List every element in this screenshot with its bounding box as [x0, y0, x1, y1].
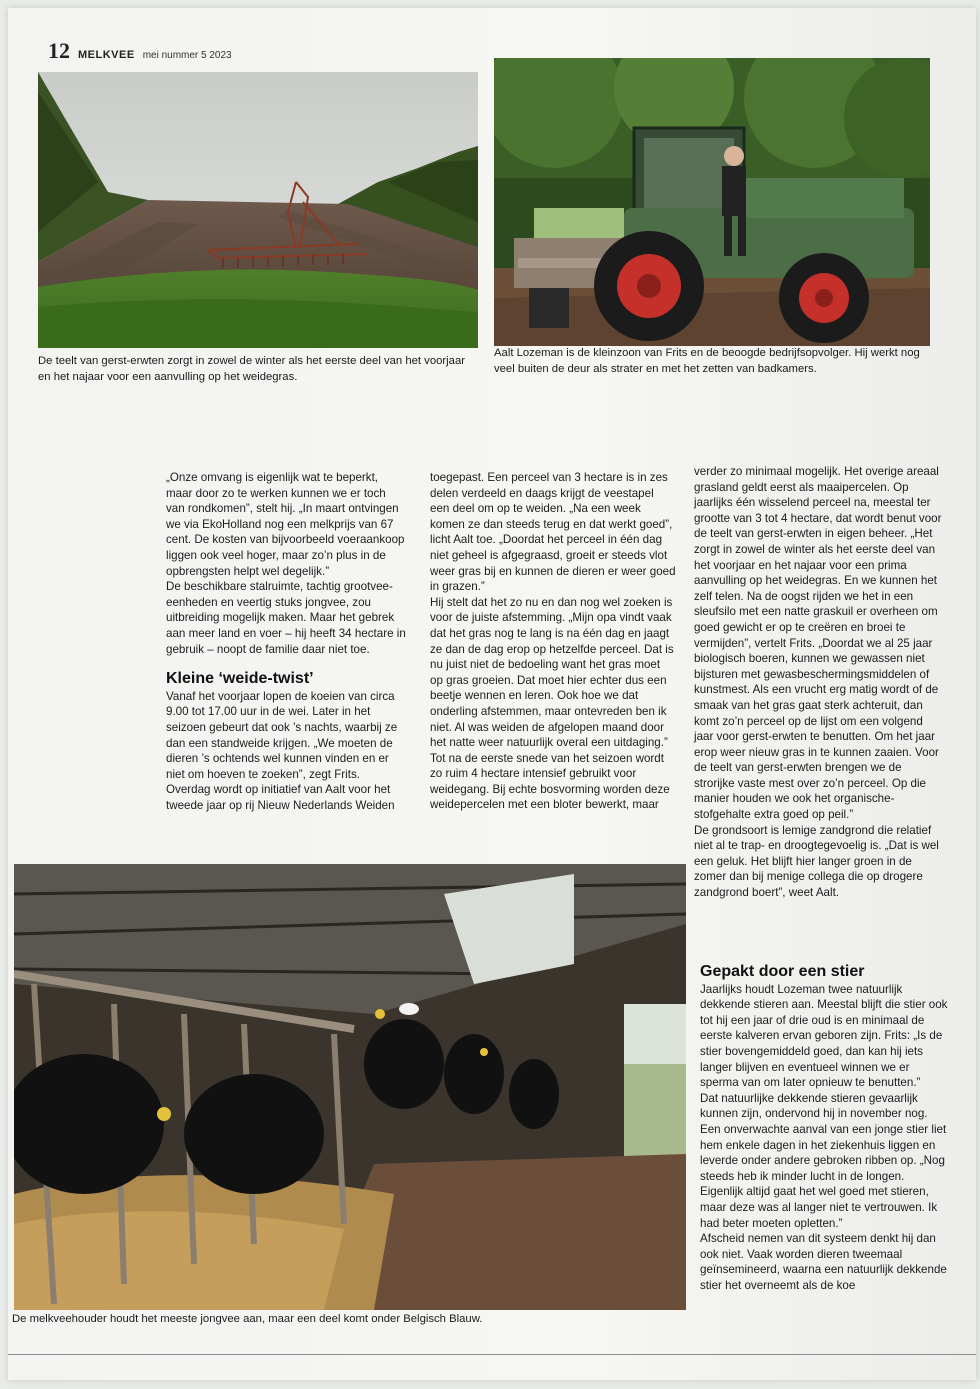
paragraph: Vanaf het voorjaar lopen de koeien van circa 9.00 tot 17.00 uur in de wei. Later in het seizoen gebeurt dat ook ’s nachts, waarbij ze dan een standweide krijgen. „We moeten de dieren ’s ochtends wel kunnen vinden en er niet om hoeven te zoeken”, zegt Frits. Overdag wordt op initiatief van Aalt voor het tweede jaar op rij Nieuw Nederlands Weiden	[166, 689, 398, 812]
section-heading-gepakt-door-een-stier: Gepakt door een stier	[700, 963, 865, 980]
paragraph: Dat natuurlijke dekkende stieren gevaarlijk kunnen zijn, ondervond hij in november nog. Een onverwachte aanval van een jonge stier liet hem enkele dagen in het ziekenhuis liggen en leverde onder andere gebroken ribben op. „Nog steeds heb ik minder lucht in de longen. Eigenlijk altijd gaat het wel goed met stieren, maar deze was al langer niet te vertrouwen. Ik had beter moeten opletten.”	[700, 1091, 947, 1230]
tractor-photo	[494, 58, 930, 346]
magazine-name: MELKVEE	[78, 49, 135, 61]
paragraph: Jaarlijks houdt Lozeman twee natuurlijk dekkende stieren aan. Meestal blijft die stier ook tot hij een jaar of drie oud is en minimaal de eerste kalveren ervan geboren zijn. Frits: „Is de stier bovengemiddeld goed, dan kan hij iets langer blijven en eventueel winnen we er sperma van om later opnieuw te benutten.”	[700, 982, 948, 1090]
field-photo	[38, 72, 478, 348]
article-column-1	[166, 470, 406, 813]
article-column-2	[430, 470, 676, 813]
article-column-4	[700, 964, 950, 1293]
paragraph: verder zo minimaal mogelijk. Het overige areaal grasland geldt eerst als maaipercelen. Op jaarlijks één wisselend perceel na, meestal ter grootte van 3 tot 4 hectare, dat wordt benut voor de teelt van gerst-erwten in eigen beheer. „Het zorgt in zowel de winter als het eerste deel van het voorjaar en het najaar voor een prima aanvulling op het weidegras. En we kunnen het zelf telen. Na de oogst rijden we het in een sleufsilo met een natte graskuil er overheen om goed gewicht er op te creëren en broei te vermijden”, vertelt Frits. „Doordat we al 25 jaar biologisch boeren, kunnen we gewassen niet bijsturen met gewasbeschermingsmiddelen of kunstmest. Als een vrucht erg matig wordt of de smaak van het gras gaat sterk achteruit, dan komt zo’n perceel op de lijst om een volgend jaar voor gerst-erwten te benutten. Om het jaar erop weer nieuw gras in te kunnen zaaien. Voor de teelt van gerst-erwten brengen we de strorijke vaste mest over zo’n perceel. Op die manier houden we ook het organische-stofgehalte extra goed op peil.”	[694, 465, 942, 822]
section-heading-weide-twist: Kleine ‘weide-twist’	[166, 670, 314, 688]
paragraph: De grondsoort is lemige zandgrond die relatief niet al te trap- en droogtegevoelig is. „Dat is wel een geluk. Het blijft hier langer groen in de zomer dan bij menige collega die op drogere zandgrond boert”, weet Aalt.	[694, 823, 939, 900]
issue-info: mei nummer 5 2023	[142, 50, 232, 61]
paragraph: Afscheid nemen van dit systeem denkt hij dan ook niet. Vaak worden dieren tweemaal geïnsemineerd, waarna een natuurlijk dekkende stier het overneemt als de koe	[700, 1232, 947, 1292]
field-photo-caption: De teelt van gerst-erwten zorgt in zowel de winter als het eerste deel van het voorjaar en het najaar voor een aanvulling op het weidegras.	[38, 355, 465, 383]
article-column-3	[694, 464, 944, 901]
paragraph: Tot na de eerste snede van het seizoen wordt zo ruim 4 hectare intensief gebruikt voor weidegang. Bij echte bosvorming worden deze weidepercelen met een bloter bewerkt, maar	[430, 751, 670, 812]
magazine-page	[8, 8, 976, 1380]
page-header	[48, 38, 232, 64]
bottom-rule	[8, 1354, 976, 1355]
page-number: 12	[48, 38, 70, 63]
tractor-photo-caption: Aalt Lozeman is de kleinzoon van Frits en de beoogde bedrijfsopvolger. Hij werkt nog veel buiten de deur als strater en met het zetten van badkamers.	[494, 347, 920, 375]
barn-photo-caption: De melkveehouder houdt het meeste jongvee aan, maar een deel komt onder Belgisch Blauw.	[12, 1313, 483, 1325]
paragraph: Hij stelt dat het zo nu en dan nog wel zoeken is voor de juiste afstemming. „Mijn opa vindt vaak dat het gras nog te lang is na één dag en jaagt ze dan de dag erop op hetzelfde perceel. Dat is nu juist niet de bedoeling want het gras moet op gras groeien. Dat moet hier echter dus een beetje wennen en leren. Ook hoe we dat onderling afstemmen, maar ontevreden ben ik niet. Al was weiden de afgelopen maand door het natte weer natuurlijk overal een uitdaging.”	[430, 595, 674, 750]
paragraph: „Onze omvang is eigenlijk wat te beperkt, maar door zo te werken kunnen we er toch van rondkomen”, stelt hij. „In maart ontvingen we via EkoHolland nog een melkprijs van 67 cent. De kosten van bijvoorbeeld voeraankoop liggen ook veel hoger, maar zo’n plus in de opbrengsten helpt wel degelijk.”	[166, 471, 405, 578]
barn-photo	[14, 864, 686, 1310]
paragraph: De beschikbare stalruimte, tachtig grootvee-eenheden en veertig stuks jongvee, zou uitbreiding mogelijk maken. Maar het gebrek aan meer land en voer – hij heeft 34 hectare in gebruik – noopt de familie daar niet toe.	[166, 580, 406, 656]
paragraph: toegepast. Een perceel van 3 hectare is in zes delen verdeeld en daags krijgt de veestapel een deel om op te weiden. „Na een week komen ze dan steeds terug en dat werkt goed”, licht Aalt toe. „Doordat het perceel in één dag niet geheel is afgegraasd, groeit er steeds vlot weer gras bij en kunnen de dieren er weer goed in grazen.”	[430, 471, 676, 594]
